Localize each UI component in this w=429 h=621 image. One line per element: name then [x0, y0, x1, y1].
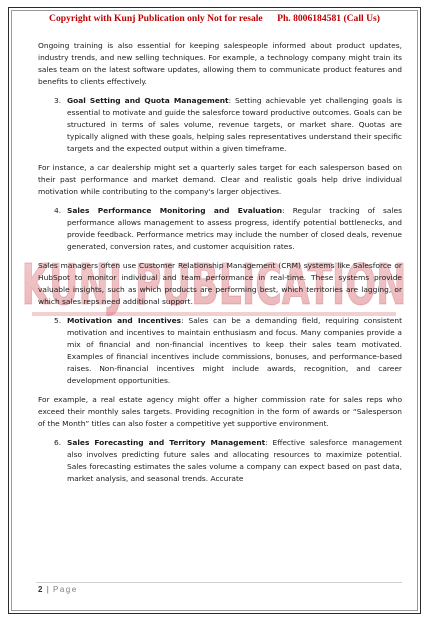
- page-number: 2: [38, 585, 43, 594]
- footer-divider: [36, 582, 402, 583]
- list-item-number: 5.: [54, 316, 62, 325]
- list-item-number: 4.: [54, 206, 62, 215]
- list-item-performance-monitoring: [38, 205, 402, 253]
- page-header: [0, 13, 429, 24]
- header-phone: Ph. 8006184581 (Call Us): [277, 13, 380, 24]
- paragraph-car-dealership: For instance, a car dealership might set a quarterly sales target for each salesperson based on their past performance and market demand. Clear and realistic goals help drive individual motivation while contributing to the company's larger objectives.: [38, 163, 402, 196]
- list-item-title: Sales Performance Monitoring and Evaluation: [67, 206, 283, 215]
- page-body: [38, 40, 402, 492]
- list-item-title: Sales Forecasting and Territory Management: [67, 438, 266, 447]
- paragraph-real-estate: For example, a real estate agency might offer a higher commission rate for sales reps who exceed their monthly sales targets. Providing recognition in the form of awards or “Salesperson of the Month” titles can also foster a competitive yet supportive environment.: [38, 395, 402, 428]
- list-item-goal-setting: [38, 95, 402, 155]
- list-item-text: : Setting achievable yet challenging goals is essential to motivate and guide the salesforce toward productive outcomes. Goals can be structured in terms of sales volume, revenue targets, or market share. Quotas are typically aligned with these goals, helping sales representatives understand their specific targets and the expected output within a given timeframe.: [67, 96, 402, 153]
- list-item-number: 3.: [54, 96, 62, 105]
- paragraph-ongoing-training: Ongoing training is also essential for keeping salespeople informed about product updates, industry trends, and new selling techniques. For example, a technology company might train its sales team on the latest software updates, allowing them to communicate product features and benefits to clients effectively.: [38, 41, 402, 86]
- watermark-text: KUNJ PUBLICATION: [21, 253, 407, 318]
- page-footer: [38, 585, 78, 594]
- list-item-number: 6.: [54, 438, 62, 447]
- list-item-forecasting: [38, 437, 402, 485]
- page-label: Page: [53, 585, 78, 594]
- list-item-title: Motivation and Incentives: [67, 316, 182, 325]
- list-item-text: : Effective salesforce management also involves predicting future sales and allocating resources to maximize potential. Sales forecasting estimates the sales volume a company can expect based on past data, market analysis, and seasonal trends. Accurate: [67, 438, 403, 483]
- header-copyright: Copyright with Kunj Publication only Not for resale: [49, 13, 263, 24]
- footer-separator: |: [46, 585, 49, 594]
- list-item-text: : Regular tracking of sales performance allows management to assess progress, identify potential bottlenecks, and provide feedback. Performance metrics may include the number of closed deals, revenue generated, conversion rates, and customer acquisition rates.: [67, 206, 402, 251]
- list-item-text: : Sales can be a demanding field, requiring consistent motivation and incentives to maintain enthusiasm and focus. Many companies provide a mix of financial and non-financial incentives to keep their sales team motivated. Examples of financial incentives include commissions, bonuses, and performance-based raises. Non-financial incentives might include awards, recognition, and career development opportunities.: [67, 316, 402, 385]
- list-item-motivation: [38, 315, 402, 387]
- list-item-title: Goal Setting and Quota Management: [67, 96, 229, 105]
- paragraph-crm-systems: Sales managers often use Customer Relationship Management (CRM) systems like Salesforce or HubSpot to monitor individual and team performance in real-time. These systems provide valuable insights, such as which products are performing best, which territories are lagging, or which sales reps need additional support.: [38, 261, 402, 306]
